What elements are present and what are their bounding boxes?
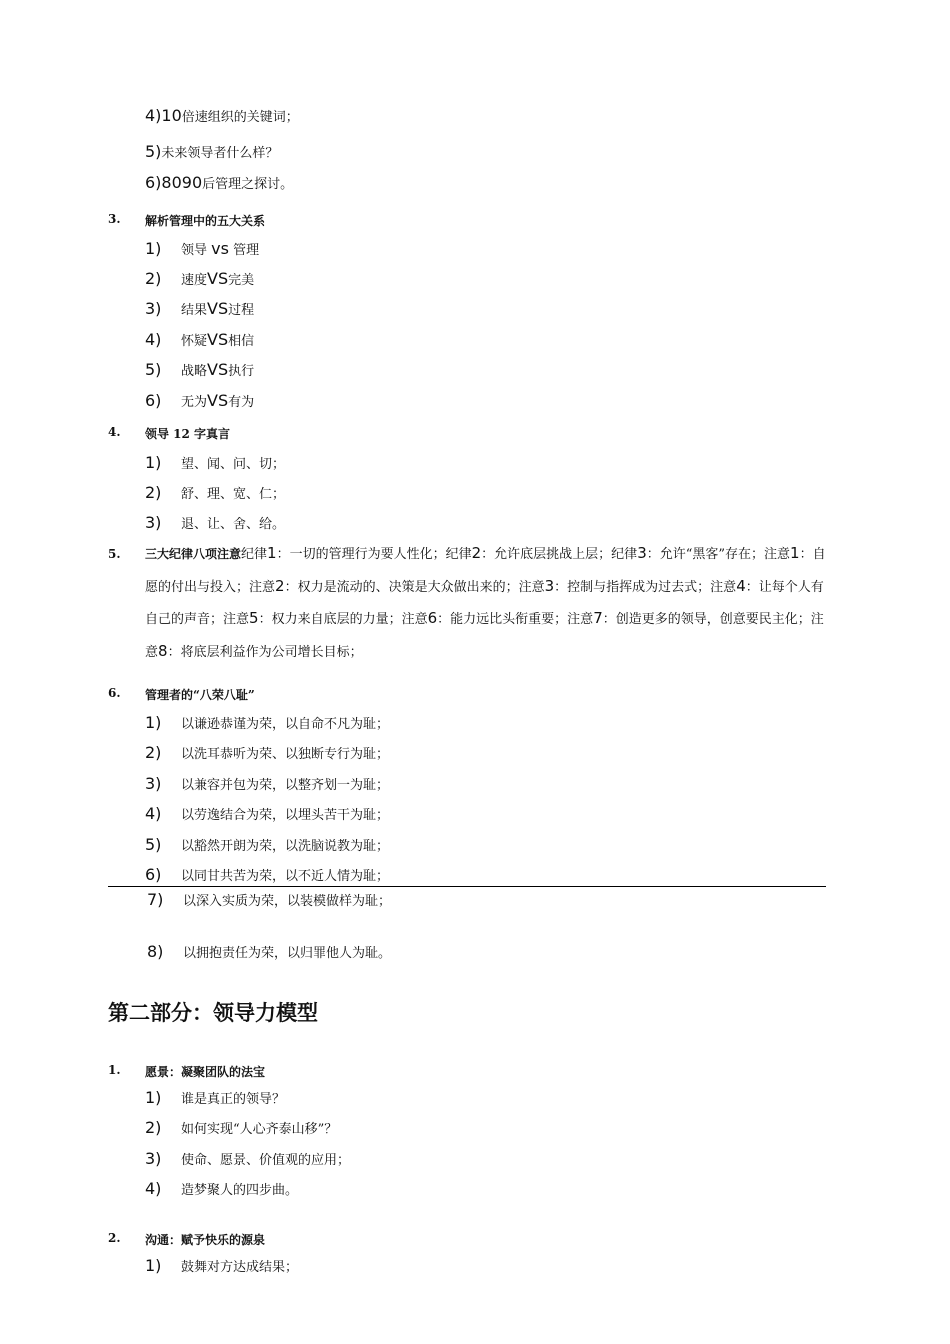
item-number: 3) xyxy=(145,299,162,318)
list-item xyxy=(145,1118,337,1137)
list-item xyxy=(147,942,391,961)
part-heading: 第二部分：领导力模型 xyxy=(108,1001,318,1025)
list-item xyxy=(145,453,285,472)
item-text: 如何实现“人心齐泰山移”？ xyxy=(181,1122,338,1137)
item-number: 2) xyxy=(145,743,162,762)
section-paragraph: 三大纪律八项注意纪律1：一切的管理行为要人性化；纪律2：允许底层挑战上层；纪律3：允许“黑客”存在；注意1：自愿的付出与投入；注意2：权力是流动的、决策是大众做出来的；注意3：控制与指挥成为过去式；注意4：让每个人有自己的声音；注意5：权力来自底层的力量；注意6：能力远比头衔重要；注意7：创造更多的领导，创意要民主化；注意8：将底层利益作为公司增长目标； xyxy=(145,544,826,660)
item-text: 未来领导者什么样？ xyxy=(161,146,279,161)
list-item xyxy=(145,1088,285,1107)
section-number: 6. xyxy=(108,686,121,700)
section-title: 管理者的“八荣八耻” xyxy=(145,688,255,702)
item-number: 8) xyxy=(147,942,164,961)
item-number: 1) xyxy=(145,1088,162,1107)
item-number: 4) xyxy=(145,1179,162,1198)
item-text: 以兼容并包为荣，以整齐划一为耻； xyxy=(181,778,390,793)
list-item xyxy=(145,391,254,410)
item-text: 望、闻、问、切； xyxy=(181,457,286,472)
item-number: 2) xyxy=(145,269,162,288)
item-text: 以豁然开朗为荣，以洗脑说教为耻； xyxy=(181,839,390,854)
item-text: 倍速组织的关键词； xyxy=(181,110,299,125)
list-item xyxy=(145,1256,298,1275)
item-text: 以拥抱责任为荣，以归罪他人为耻。 xyxy=(183,946,392,961)
item-text: 使命、愿景、价值观的应用； xyxy=(181,1153,351,1168)
item-number: 1) xyxy=(145,1256,162,1275)
section-title: 沟通：赋予快乐的源泉 xyxy=(145,1233,266,1247)
item-number: 2) xyxy=(145,483,162,502)
item-number: 7) xyxy=(147,890,164,909)
item-number: 5) xyxy=(145,835,162,854)
list-item xyxy=(145,835,389,854)
page-break-line xyxy=(108,886,826,887)
list-item xyxy=(145,330,254,349)
list-item xyxy=(145,865,389,884)
list-item xyxy=(145,713,389,732)
item-number: 1) xyxy=(145,453,162,472)
item-text: 谁是真正的领导？ xyxy=(181,1092,286,1107)
list-item xyxy=(145,1149,350,1168)
list-item xyxy=(145,106,299,125)
list-item xyxy=(145,483,285,502)
list-item xyxy=(145,269,254,288)
item-text: 造梦聚人的四步曲。 xyxy=(181,1183,299,1198)
item-number: 3) xyxy=(145,1149,162,1168)
item-number: 6) xyxy=(145,865,162,884)
item-text: 以深入实质为荣，以装模做样为耻； xyxy=(183,894,392,909)
item-number: 4) xyxy=(145,330,162,349)
item-text: 领导 vs 管理 xyxy=(181,239,260,258)
section-title: 领导 12 字真言 xyxy=(145,427,231,441)
item-text: 舒、理、宽、仁； xyxy=(181,487,286,502)
item-text: 以同甘共苦为荣，以不近人情为耻； xyxy=(181,869,390,884)
list-item xyxy=(145,743,389,762)
section-number: 5. xyxy=(108,547,121,561)
item-number: 6) xyxy=(145,391,162,410)
item-text: 怀疑VS相信 xyxy=(181,330,255,349)
list-item xyxy=(145,1179,298,1198)
item-text: 以劳逸结合为荣，以埋头苦干为耻； xyxy=(181,808,390,823)
item-text: 后管理之探讨。 xyxy=(202,177,294,192)
list-item xyxy=(145,774,389,793)
list-item xyxy=(145,299,254,318)
item-number: 2) xyxy=(145,1118,162,1137)
list-item xyxy=(145,804,389,823)
item-number: 4) xyxy=(145,804,162,823)
section-number: 2. xyxy=(108,1231,121,1245)
item-text: 速度VS完美 xyxy=(181,269,255,288)
item-number: 5) xyxy=(145,360,162,379)
item-text: 无为VS有为 xyxy=(181,391,255,410)
list-item xyxy=(145,173,293,192)
section-number: 4. xyxy=(108,425,121,439)
list-item xyxy=(147,890,391,909)
list-item xyxy=(145,239,259,258)
item-number: 6)8090 xyxy=(145,173,203,192)
list-item xyxy=(145,513,285,532)
item-text: 以谦逊恭谨为荣，以自命不凡为耻； xyxy=(181,717,390,732)
section-title: 三大纪律八项注意 xyxy=(145,547,242,561)
section-number: 3. xyxy=(108,212,121,226)
item-text: 鼓舞对方达成结果； xyxy=(181,1260,299,1275)
item-number: 5) xyxy=(145,142,162,161)
item-text: 以洗耳恭听为荣、以独断专行为耻； xyxy=(181,747,390,762)
item-number: 1) xyxy=(145,713,162,732)
item-number: 3) xyxy=(145,513,162,532)
list-item xyxy=(145,142,278,161)
section-number: 1. xyxy=(108,1063,121,1077)
item-text: 结果VS过程 xyxy=(181,299,255,318)
section-title: 愿景：凝聚团队的法宝 xyxy=(145,1065,266,1079)
item-text: 退、让、舍、给。 xyxy=(181,517,286,532)
item-number: 3) xyxy=(145,774,162,793)
item-number: 1) xyxy=(145,239,162,258)
list-item xyxy=(145,360,254,379)
section-title: 解析管理中的五大关系 xyxy=(145,214,266,228)
item-text: 战略VS执行 xyxy=(181,360,255,379)
item-number: 4)10 xyxy=(145,106,182,125)
